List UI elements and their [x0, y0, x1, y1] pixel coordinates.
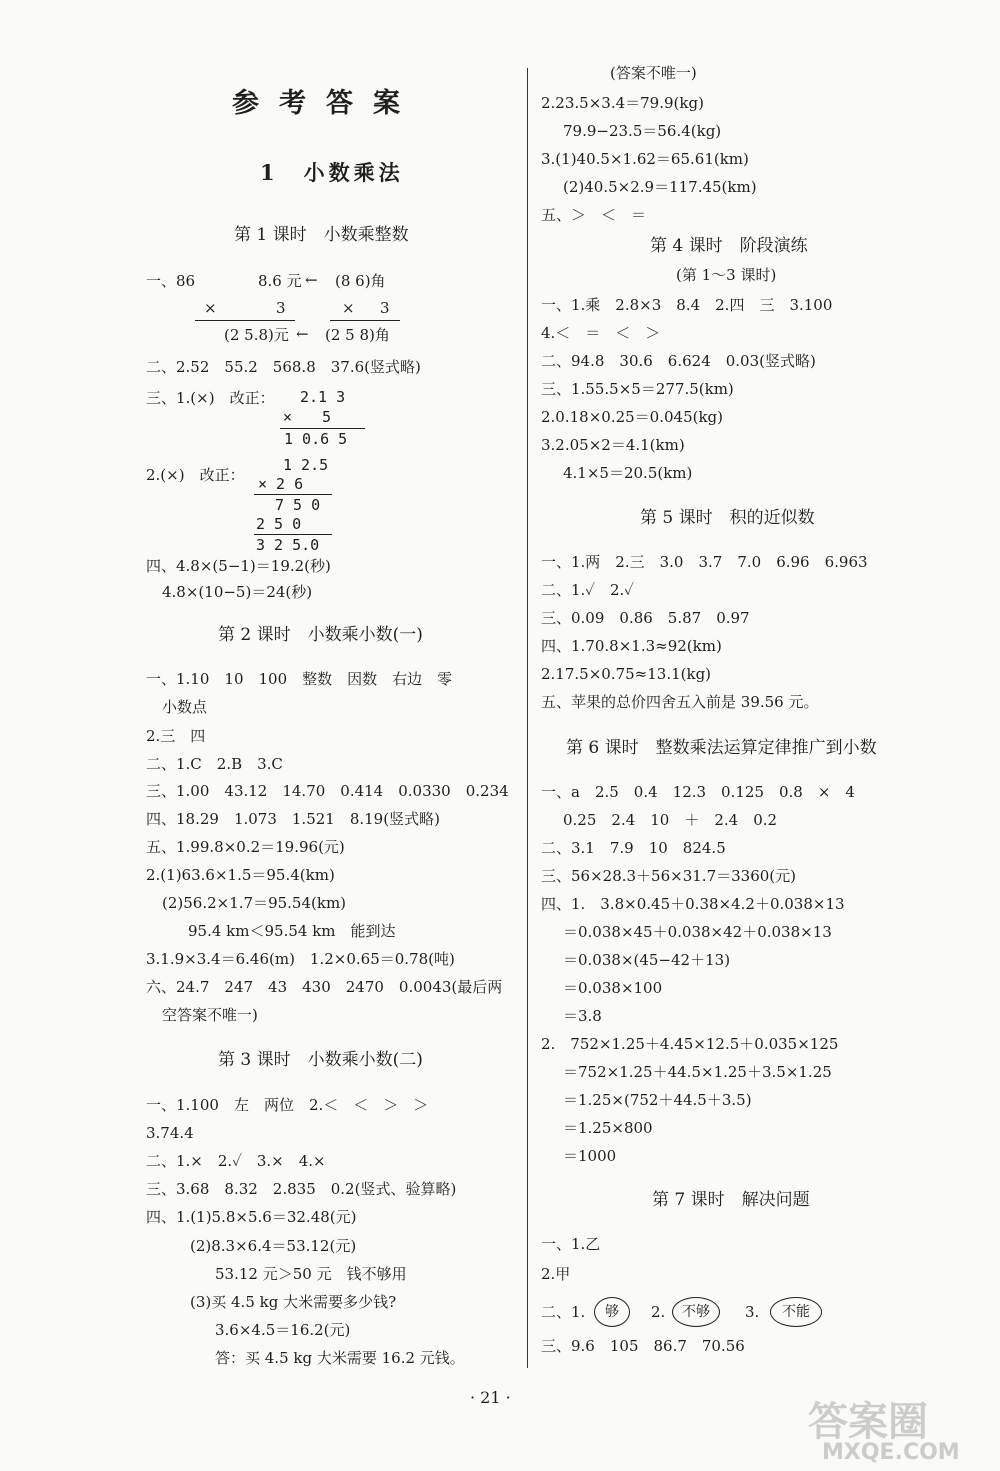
answer-line: 一、1.10 10 100 整数 因数 右边 零: [146, 670, 453, 688]
answer-line: 四、1.(1)5.8×5.6＝32.48(元): [146, 1208, 357, 1226]
lesson-4-subtitle: (第 1～3 课时): [676, 266, 777, 284]
answer-line: 一、1.两 2.三 3.0 3.7 7.0 6.96 6.963: [541, 553, 868, 571]
vertical-calc-row: 2 5 0: [256, 515, 302, 533]
watermark-brand: 答案圈: [808, 1399, 928, 1445]
answer-line: 六、24.7 247 43 430 2470 0.0043(最后两: [146, 978, 503, 996]
answer-line: ＝0.038×100: [563, 979, 663, 997]
answer-line: 53.12 元＞50 元 钱不够用: [215, 1265, 407, 1283]
answer-line: 3.2.05×2＝4.1(km): [541, 436, 685, 454]
page-number: · 21 ·: [470, 1388, 511, 1407]
answer-line: 3.(1)40.5×1.62＝65.61(km): [541, 150, 749, 168]
answer-line: 8.6 元: [258, 272, 302, 290]
answer-line: 4.1×5＝20.5(km): [563, 464, 693, 482]
answer-line: ＝0.038×(45−42＋13): [563, 951, 731, 969]
answer-line: 79.9−23.5＝56.4(kg): [563, 122, 722, 140]
lesson-6-title: 第 6 课时 整数乘法运算定律推广到小数: [566, 738, 877, 758]
answer-line: 三、1.00 43.12 14.70 0.414 0.0330 0.234: [146, 782, 509, 800]
answer-line: 二、3.1 7.9 10 824.5: [541, 839, 726, 857]
answer-line: 2.三 四: [146, 727, 206, 745]
vertical-calc-line: [195, 320, 295, 321]
page-title: 参考答案: [232, 88, 420, 119]
answer-line: 答：买 4.5 kg 大米需要 16.2 元钱。: [215, 1349, 465, 1367]
answer-line: 五、苹果的总价四舍五入前是 39.56 元。: [541, 693, 819, 711]
watermark-url: MXQE.COM: [822, 1440, 960, 1465]
arrow-icon: ←: [305, 271, 318, 289]
answer-line: 3.74.4: [146, 1124, 194, 1142]
answer-line: 一、1.乘 2.8×3 8.4 2.四 三 3.100: [541, 296, 833, 314]
answer-line: ＝1.25×(752＋44.5＋3.5): [563, 1091, 752, 1109]
answer-line: (2)8.3×6.4＝53.12(元): [190, 1237, 357, 1255]
answer-line: 二、2.52 55.2 568.8 37.6(竖式略): [146, 358, 421, 376]
lesson-3-title: 第 3 课时 小数乘小数(二): [218, 1050, 423, 1070]
answer-line: 三、1.55.5×5＝277.5(km): [541, 380, 734, 398]
times-sign: ×: [342, 299, 355, 317]
answer-line: (3)买 4.5 kg 大米需要多少钱?: [190, 1293, 397, 1311]
answer-line: 2.23.5×3.4＝79.9(kg): [541, 94, 704, 112]
answer-line: 一、a 2.5 0.4 12.3 0.125 0.8 × 4: [541, 783, 855, 801]
answer-line: 空答案不唯一): [162, 1006, 258, 1024]
vertical-calc-line: [254, 534, 332, 535]
vertical-calc-row: 1 2.5: [283, 456, 329, 474]
answer-line: 三、9.6 105 86.7 70.56: [541, 1337, 745, 1355]
lesson-5-title: 第 5 课时 积的近似数: [640, 508, 815, 528]
answer-line: ＝1.25×800: [563, 1119, 653, 1137]
answer-line: 一、1.乙: [541, 1235, 601, 1253]
answer-line: 2.(×) 改正：: [146, 466, 245, 484]
unit-title: 1 小数乘法: [260, 160, 404, 185]
answer-line: 4.8×(10−5)＝24(秒): [162, 583, 313, 601]
answer-line: ＝0.038×45＋0.038×42＋0.038×13: [563, 923, 832, 941]
answer-line: 二、1.: [541, 1303, 586, 1321]
answer-line: 四、1. 3.8×0.45＋0.38×4.2＋0.038×13: [541, 895, 845, 913]
answer-line: (2)56.2×1.7＝95.54(km): [162, 894, 347, 912]
answer-line: 二、1.× 2.✓ 3.× 4.×: [146, 1152, 326, 1170]
answer-line: (2 5 8)角: [325, 326, 390, 344]
answer-line: 五、1.99.8×0.2＝19.96(元): [146, 838, 345, 856]
answer-line: ＝752×1.25＋44.5×1.25＋3.5×1.25: [563, 1063, 832, 1081]
circled-answer: 不能: [770, 1297, 822, 1327]
answer-line: (8 6)角: [335, 272, 386, 290]
answer-line: 3: [380, 299, 390, 317]
lesson-2-title: 第 2 课时 小数乘小数(一): [218, 625, 423, 645]
vertical-calc-row: 7 5 0: [275, 496, 321, 514]
answer-line: 四、1.70.8×1.3≈92(km): [541, 637, 722, 655]
answer-line: 2.甲: [541, 1265, 571, 1283]
answer-line: (2 5.8)元: [224, 326, 289, 344]
answer-line: 2.: [651, 1303, 666, 1321]
answer-line: 小数点: [162, 698, 208, 716]
vertical-calc-row: 2.1 3: [300, 388, 346, 406]
answer-line: 2.17.5×0.75≈13.1(kg): [541, 665, 712, 683]
answer-line: 3.1.9×3.4＝6.46(m) 1.2×0.65＝0.78(吨): [146, 950, 455, 968]
lesson-7-title: 第 7 课时 解决问题: [652, 1190, 810, 1210]
arrow-icon: ←: [296, 325, 309, 343]
answer-line: 3.6×4.5＝16.2(元): [215, 1321, 351, 1339]
answer-line: 四、4.8×(5−1)＝19.2(秒): [146, 557, 331, 575]
vertical-calc-row: × 2 6: [258, 475, 304, 493]
answer-line: ＝3.8: [563, 1007, 602, 1025]
vertical-calc-row: 3 2 5.0: [256, 536, 320, 554]
vertical-calc-line: [280, 428, 365, 429]
answer-line: 三、1.(×) 改正：: [146, 389, 275, 407]
answer-line: 一、1.100 左 两位 2.＜ ＜ ＞ ＞: [146, 1096, 429, 1114]
answer-line: 2.0.18×0.25＝0.045(kg): [541, 408, 724, 426]
answer-line: 三、56×28.3＋56×31.7＝3360(元): [541, 867, 796, 885]
answer-line: 0.25 2.4 10 ＋ 2.4 0.2: [563, 811, 778, 829]
answer-line: 四、18.29 1.073 1.521 8.19(竖式略): [146, 810, 440, 828]
vertical-calc-row: 1 0.6 5: [284, 430, 348, 448]
answer-line: 二、1.C 2.B 3.C: [146, 755, 283, 773]
circled-answer: 不够: [672, 1297, 720, 1327]
times-sign: ×: [204, 299, 217, 317]
lesson-1-title: 第 1 课时 小数乘整数: [234, 225, 409, 245]
answer-line: 4.＜ ＝ ＜ ＞: [541, 324, 661, 342]
answer-line: (答案不唯一): [610, 64, 697, 82]
answer-line: 3: [276, 299, 286, 317]
answer-line: (2)40.5×2.9＝117.45(km): [563, 178, 757, 196]
answer-line: 3.: [745, 1303, 760, 1321]
answer-line: ＝1000: [563, 1147, 617, 1165]
column-divider: [527, 68, 528, 1368]
answer-line: 三、3.68 8.32 2.835 0.2(竖式、验算略): [146, 1180, 457, 1198]
answer-line: 2.(1)63.6×1.5＝95.4(km): [146, 866, 335, 884]
vertical-calc-line: [330, 320, 400, 321]
answer-line: 二、94.8 30.6 6.624 0.03(竖式略): [541, 352, 816, 370]
circled-answer: 够: [594, 1297, 630, 1327]
answer-line: 二、1.✓ 2.✓: [541, 581, 634, 599]
lesson-4-title: 第 4 课时 阶段演练: [650, 236, 808, 256]
answer-line: 一、86: [146, 272, 196, 290]
answer-line: 五、＞ ＜ ＝: [541, 206, 647, 224]
answer-line: 三、0.09 0.86 5.87 0.97: [541, 609, 750, 627]
answer-line: 95.4 km＜95.54 km 能到达: [188, 922, 396, 940]
vertical-calc-line: [254, 494, 332, 495]
vertical-calc-row: × 5: [283, 408, 332, 426]
answer-line: 2. 752×1.25＋4.45×12.5＋0.035×125: [541, 1035, 839, 1053]
